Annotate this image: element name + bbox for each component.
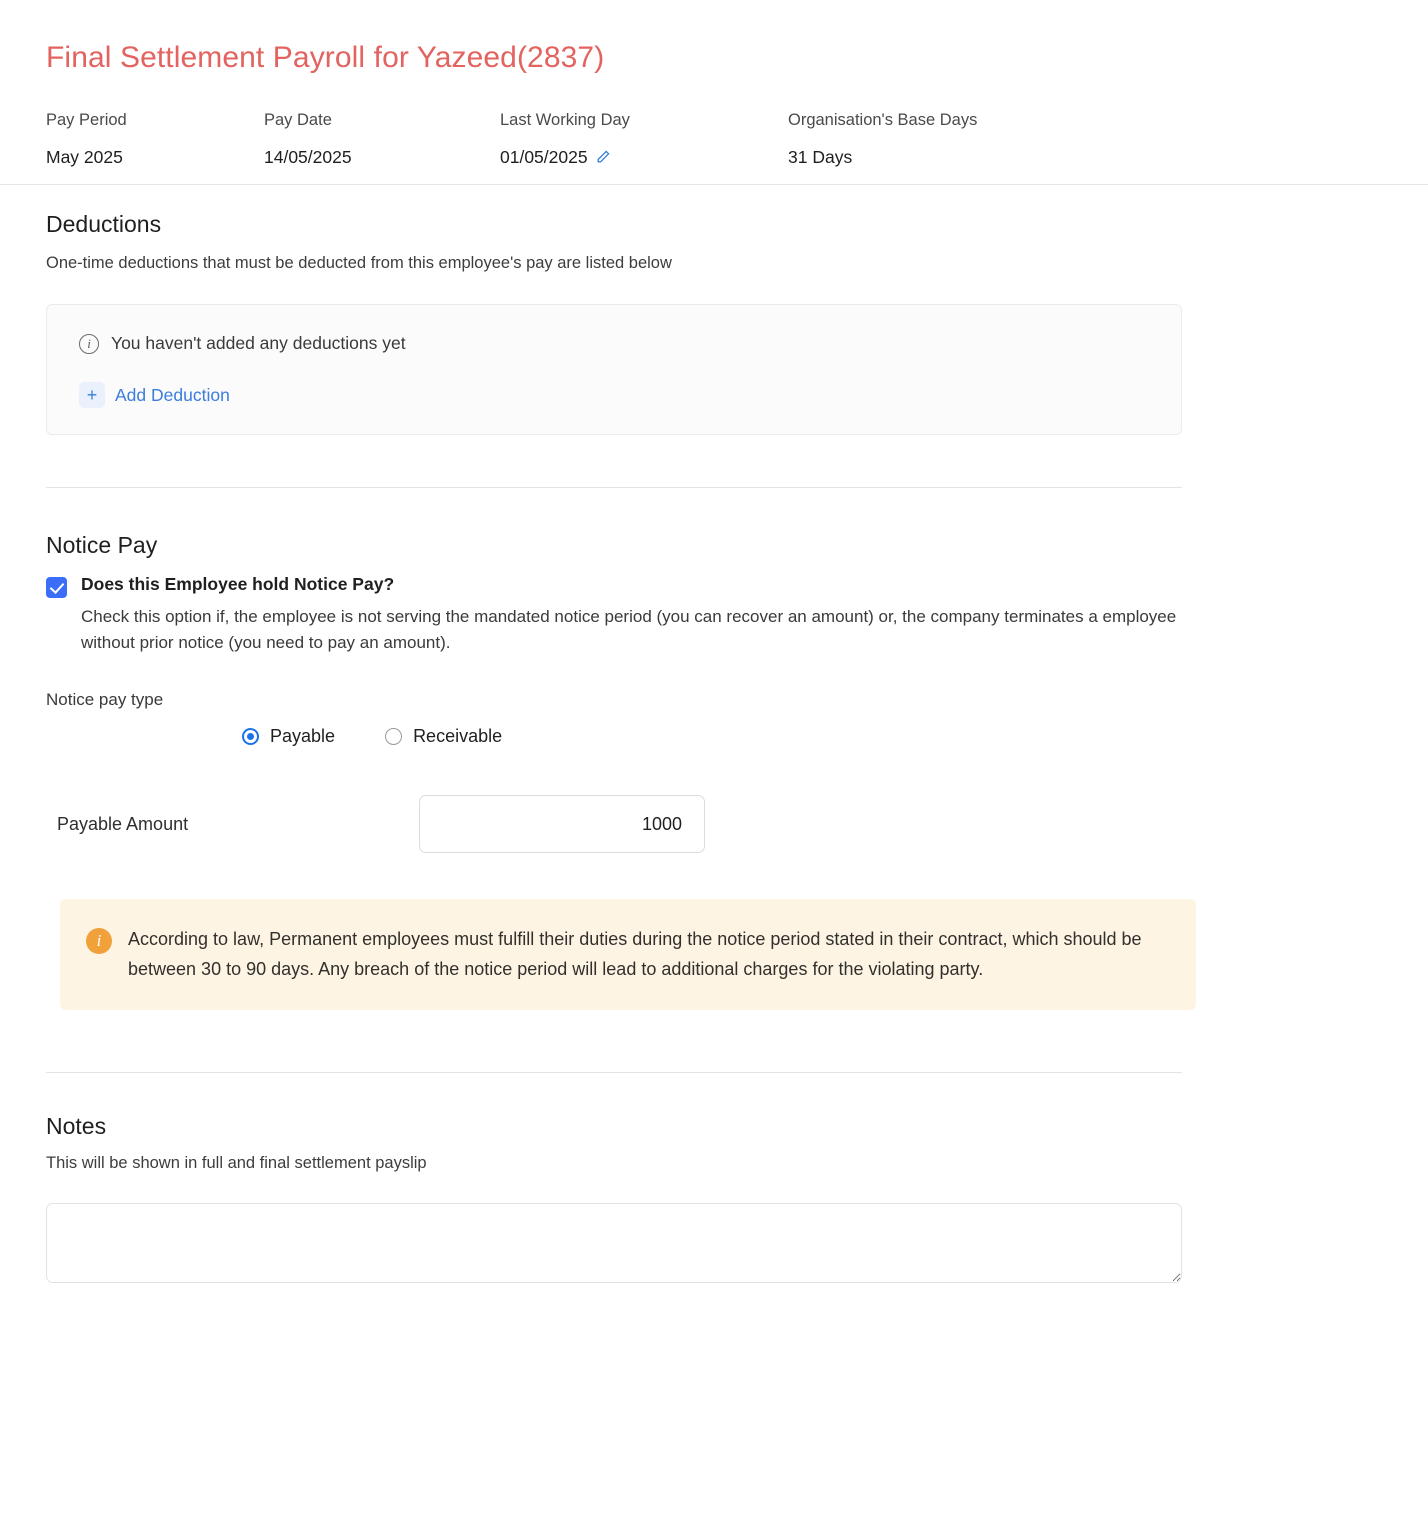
section-divider	[46, 487, 1182, 488]
meta-pay-period	[46, 112, 264, 166]
payable-amount-row	[46, 795, 1382, 853]
meta-last-working-day-label: Last Working Day	[500, 111, 630, 129]
payroll-meta-row	[46, 112, 1382, 166]
meta-pay-date-value	[264, 146, 500, 167]
notice-pay-checkbox[interactable]	[46, 577, 67, 598]
meta-last-working-day-text: 01/05/2025	[500, 146, 588, 167]
notice-pay-title: Notice Pay	[46, 532, 158, 559]
deductions-empty-box	[46, 304, 1182, 435]
notice-pay-checkbox-texts	[81, 574, 1181, 657]
meta-pay-date-text: 14/05/2025	[264, 146, 352, 167]
meta-pay-period-value	[46, 146, 264, 167]
meta-base-days-text: 31 Days	[788, 146, 853, 167]
warning-info-icon: i	[86, 928, 112, 954]
edit-pencil-icon[interactable]	[595, 149, 611, 165]
meta-pay-date-label: Pay Date	[264, 111, 332, 129]
meta-base-days-value	[788, 146, 1128, 167]
deductions-empty-message-row	[79, 333, 1149, 354]
notice-period-warning-text: According to law, Permanent employees must fulfill their duties during the notice period stated in their contract, which should be between 30 to 90 days. Any breach of the notice period will lead to additional charges for the violating party.	[128, 929, 1142, 979]
page-body	[0, 185, 1428, 1288]
notes-textarea[interactable]	[46, 1203, 1182, 1283]
deductions-subtitle: One-time deductions that must be deducted from this employee's pay are listed below	[46, 253, 672, 272]
notice-pay-help-text: Check this option if, the employee is not serving the mandated notice period (you can recover an amount) or, the company terminates a employee without prior notice (you need to pay an amount).	[81, 606, 1177, 652]
page-header	[0, 0, 1428, 185]
payable-amount-input[interactable]	[419, 795, 705, 853]
deductions-title: Deductions	[46, 211, 162, 237]
radio-option-receivable[interactable]	[385, 726, 502, 747]
notes-title: Notes	[46, 1112, 107, 1139]
notes-subtitle: This will be shown in full and final settlement payslip	[46, 1153, 427, 1172]
notice-period-warning	[60, 899, 1196, 1010]
meta-base-days-label: Organisation's Base Days	[788, 111, 978, 129]
meta-base-days	[788, 112, 1128, 166]
meta-last-working-day	[500, 112, 788, 166]
notice-pay-checkbox-label: Does this Employee hold Notice Pay?	[81, 573, 395, 594]
meta-pay-date	[264, 112, 500, 166]
info-icon: i	[79, 334, 99, 354]
add-deduction-label: Add Deduction	[115, 384, 230, 405]
add-deduction-button[interactable]	[79, 382, 230, 408]
notice-pay-checkbox-row	[46, 574, 1382, 657]
notes-divider	[46, 1072, 1182, 1073]
notice-pay-type-radio-group	[242, 726, 1382, 747]
deductions-empty-message: You haven't added any deductions yet	[111, 333, 406, 354]
page-title: Final Settlement Payroll for Yazeed(2837)	[46, 41, 605, 74]
radio-payable-label: Payable	[270, 726, 336, 747]
radio-payable-icon	[242, 728, 259, 745]
radio-receivable-label: Receivable	[413, 726, 503, 747]
payable-amount-label: Payable Amount	[57, 813, 189, 834]
notice-pay-type-label: Notice pay type	[46, 690, 164, 710]
meta-last-working-day-value	[500, 146, 788, 167]
plus-icon: +	[79, 382, 105, 408]
meta-pay-period-label: Pay Period	[46, 111, 127, 129]
radio-receivable-icon	[385, 728, 402, 745]
radio-option-payable[interactable]	[242, 726, 335, 747]
meta-pay-period-text: May 2025	[46, 146, 123, 167]
